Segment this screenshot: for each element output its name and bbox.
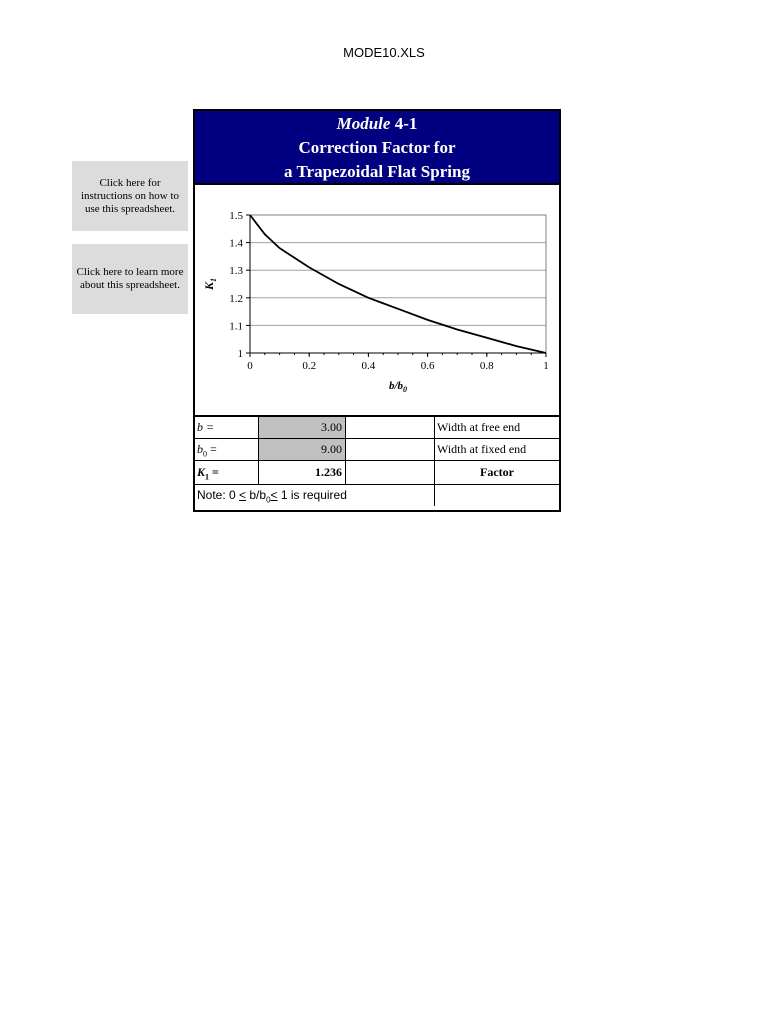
note-empty-cell	[434, 485, 559, 506]
k1-description: Factor	[434, 461, 559, 484]
x-tick-label: 0.4	[361, 360, 376, 372]
y-tick-label: 1.1	[229, 320, 243, 333]
x-axis-label: $b/b_0$	[388, 380, 408, 394]
y-tick-label: 1.5	[229, 210, 243, 222]
instructions-button[interactable]: Click here for instructions on how to use this spreadsheet.	[72, 161, 188, 231]
b-description: Width at free end	[434, 417, 559, 438]
x-tick-label: 0.2	[302, 360, 317, 372]
file-title: MODE10.XLS	[343, 45, 425, 60]
x-tick-label: 0	[247, 360, 253, 372]
b0-description: Width at fixed end	[434, 439, 559, 460]
chart-area	[195, 185, 559, 417]
module-word: Module	[336, 114, 391, 133]
k1-value: 1.236	[258, 461, 346, 484]
module-header	[195, 111, 559, 185]
k1-curve	[250, 215, 546, 353]
y-tick-label: 1	[237, 348, 243, 360]
k1-label: $K_1$ =	[197, 465, 219, 482]
b-input[interactable]: 3.00	[258, 417, 346, 438]
module-subtitle-1: Correction Factor for	[298, 138, 456, 157]
module-panel	[193, 109, 561, 512]
x-tick-label: 0.6	[420, 360, 435, 372]
x-tick-label: 1	[543, 360, 549, 372]
module-title	[195, 112, 559, 136]
note-text: Note: $0 < b/b_0< 1$ is required	[197, 488, 347, 505]
plot-frame	[250, 215, 546, 353]
y-axis-label: $K_1$	[202, 277, 218, 291]
b-label: b =	[197, 420, 215, 434]
y-tick-label: 1.3	[229, 265, 243, 278]
input-row-b	[195, 417, 559, 439]
learn-more-button[interactable]: Click here to learn more about this spreadsheet.	[72, 244, 188, 314]
y-tick-label: 1.2	[229, 292, 243, 305]
input-row-b0	[195, 439, 559, 461]
b0-label: $b_0$ =	[197, 442, 217, 459]
y-tick-label: 1.4	[229, 237, 243, 250]
result-row-k1	[195, 461, 559, 485]
x-tick-label: 0.8	[479, 360, 494, 372]
module-number: 4-1	[394, 114, 418, 133]
k1-chart	[195, 185, 559, 415]
module-subtitle-2: a Trapezoidal Flat Spring	[284, 162, 470, 181]
note-row	[195, 485, 559, 507]
b0-input[interactable]: 9.00	[258, 439, 346, 460]
